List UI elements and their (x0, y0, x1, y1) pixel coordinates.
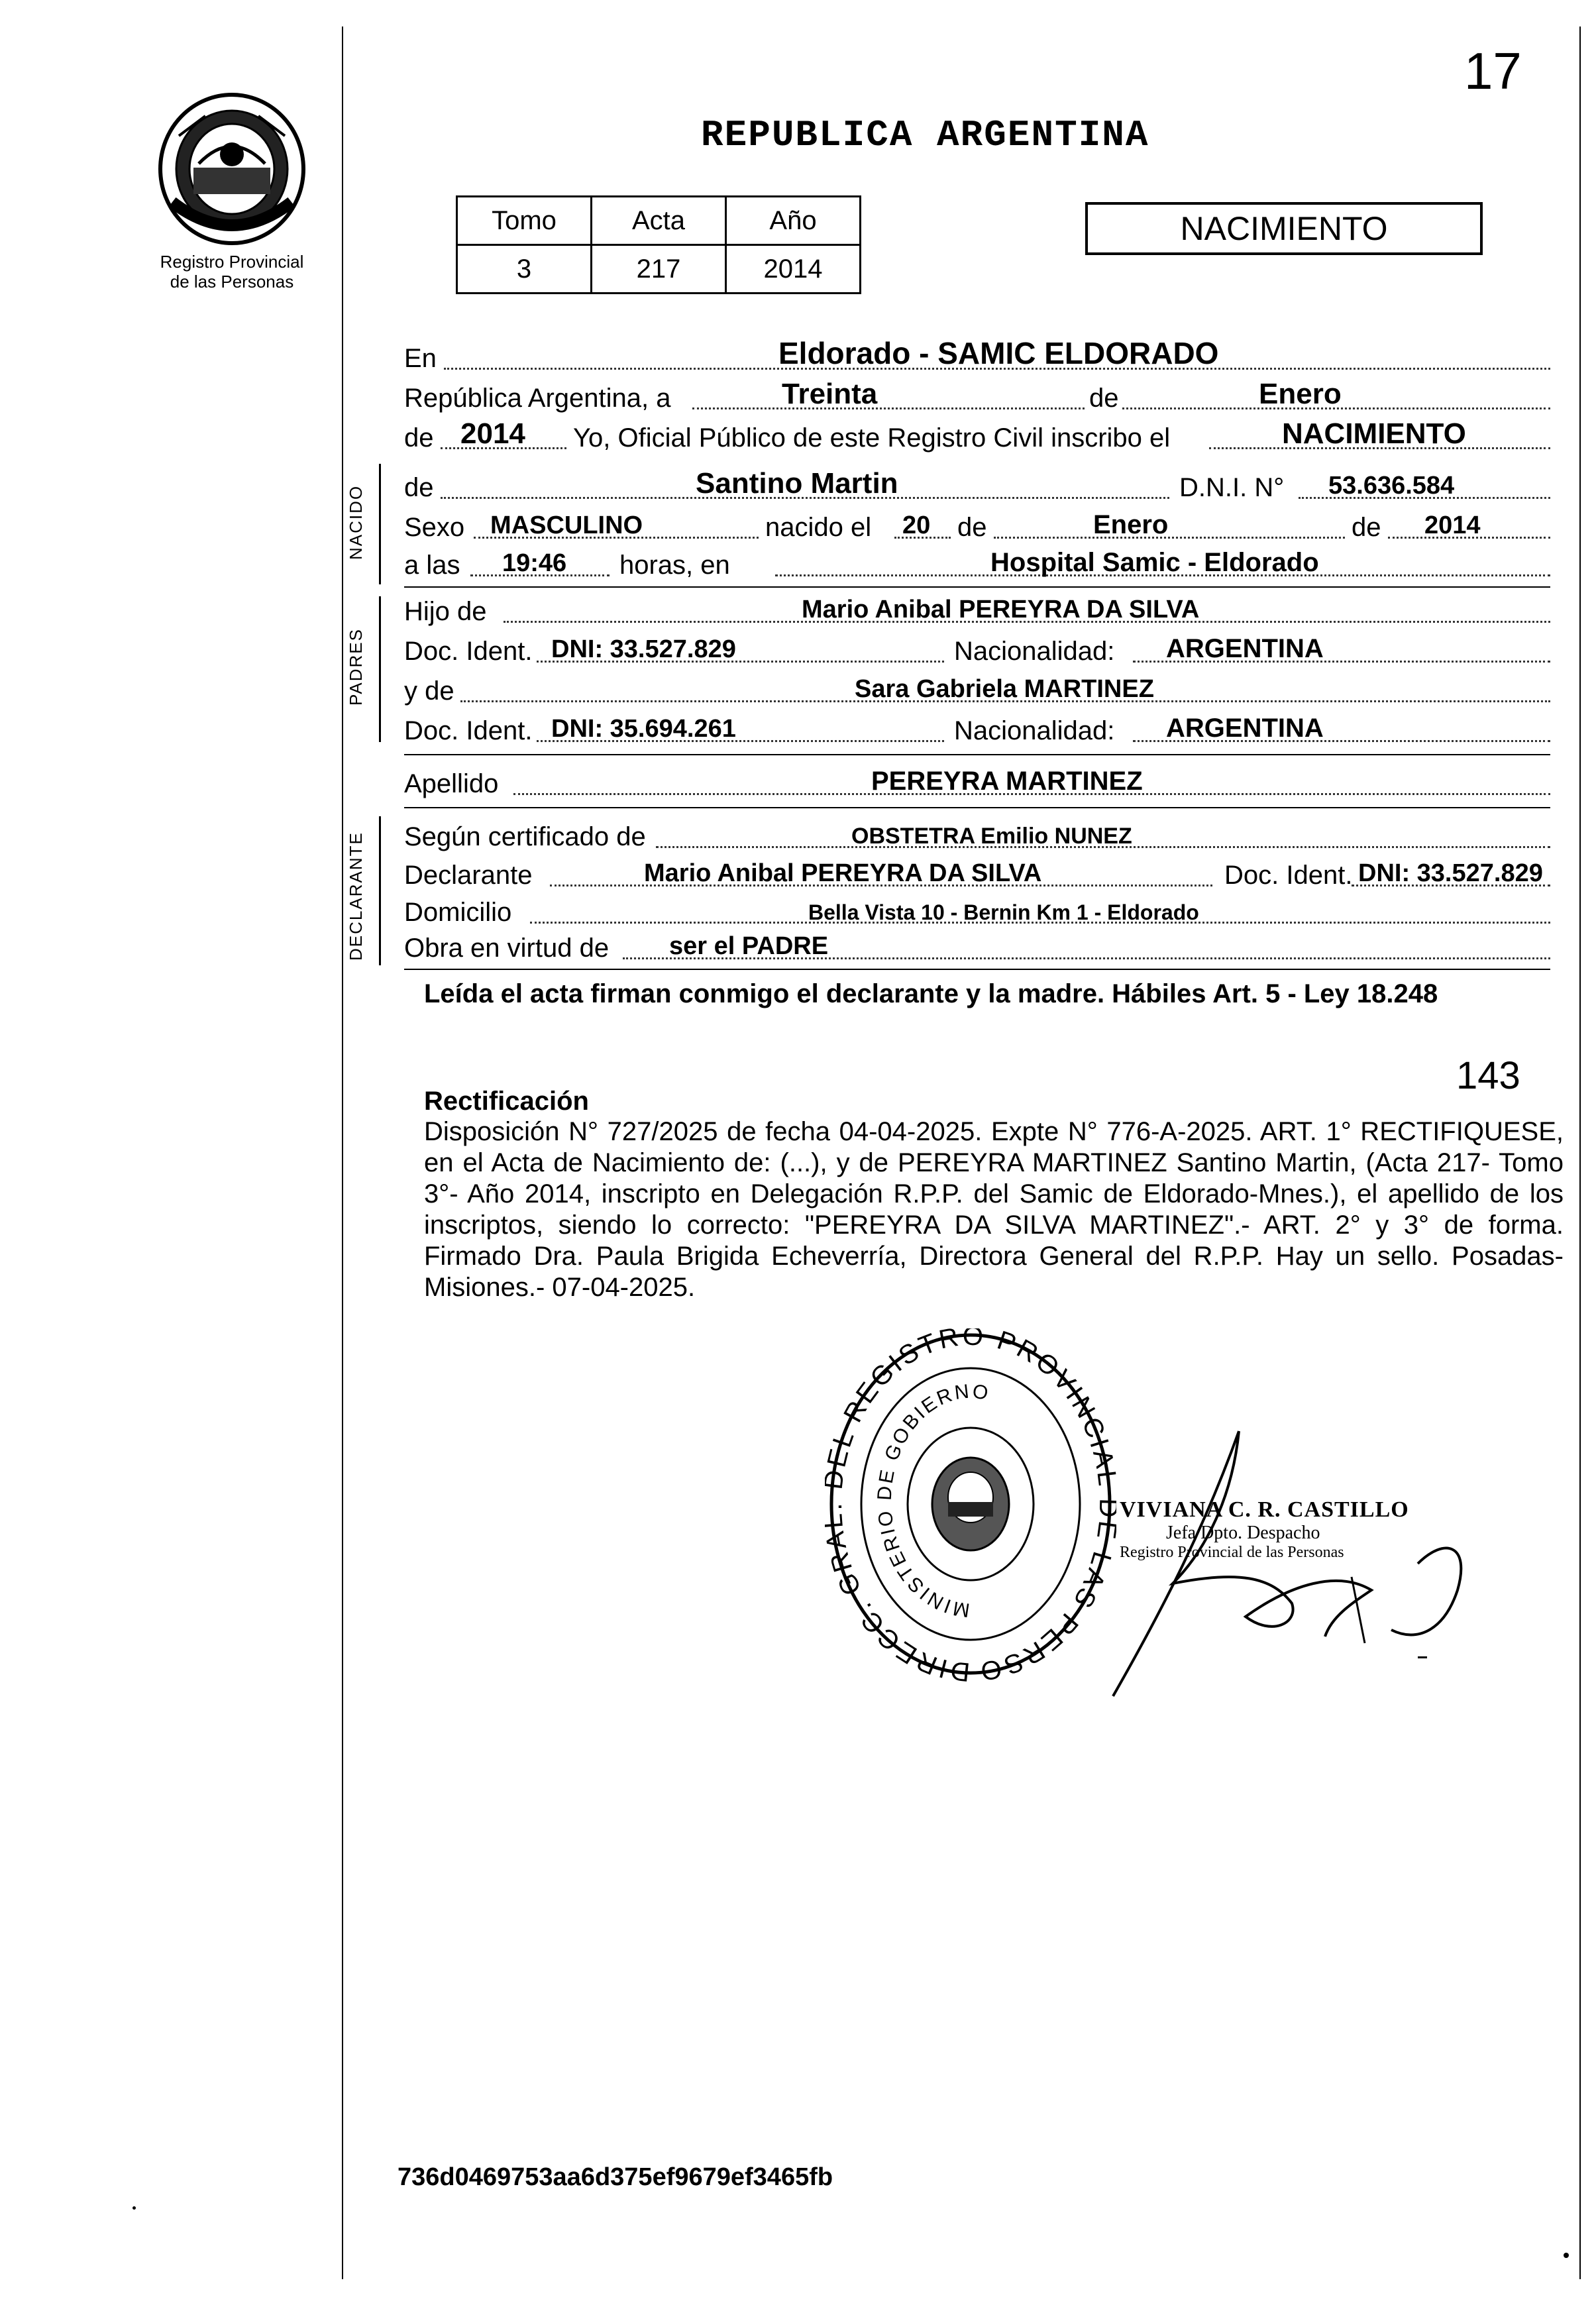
record-table-header: Tomo (457, 197, 592, 245)
label-segun-certificado: Según certificado de (404, 822, 646, 851)
row-segun-certificado (404, 816, 1550, 856)
label-nacionalidad: Nacionalidad: (954, 637, 1115, 666)
value-declarante: Mario Anibal PEREYRA DA SILVA (644, 859, 1042, 887)
section-bar-padres (379, 596, 381, 742)
value-apellido: PEREYRA MARTINEZ (871, 767, 1143, 796)
record-table-value-row (457, 245, 861, 294)
value-lugar-inscripcion: Eldorado - SAMIC ELDORADO (778, 336, 1219, 370)
record-type-box: NACIMIENTO (1085, 202, 1483, 255)
section-bar-nacido (379, 464, 381, 584)
stamp-inner-text: MINISTERIO DE GOBIERNO (873, 1380, 992, 1621)
value-padre: Mario Anibal PEREYRA DA SILVA (802, 596, 1200, 623)
label-de: de (1352, 513, 1381, 542)
section-bar-declarante (379, 816, 381, 965)
record-table-cell: 217 (592, 245, 726, 294)
value-certificado: OBSTETRA Emilio NUNEZ (851, 824, 1132, 849)
value-nombre-nacido: Santino Martin (696, 467, 898, 500)
label-de: de (404, 423, 434, 453)
provincial-seal (152, 89, 311, 248)
record-table-cell: 3 (457, 245, 592, 294)
value-dia: Treinta (782, 378, 878, 410)
label-yo: Yo, Oficial Público de este Registro Civil inscribo el (573, 423, 1171, 453)
label-nacionalidad: Nacionalidad: (954, 716, 1115, 745)
label-en: En (404, 344, 437, 373)
value-anio-nacimiento: 2014 (1424, 511, 1481, 539)
signer-name: VIVIANA C. R. CASTILLO (1120, 1497, 1409, 1522)
label-de: de (1087, 384, 1122, 413)
dotted-leader (994, 537, 1345, 539)
label-apellido: Apellido (404, 769, 499, 798)
row-republica (404, 378, 1550, 417)
official-stamp-icon (825, 1328, 1116, 1686)
label-horas-en: horas, en (619, 551, 730, 580)
row-nacido-sexo (404, 507, 1550, 547)
label-dni: D.N.I. N° (1179, 473, 1285, 502)
value-padre-doc: DNI: 33.527.829 (551, 635, 736, 663)
official-stamp (825, 1328, 1116, 1686)
row-declarante (404, 855, 1550, 894)
section-divider (404, 754, 1550, 755)
label-sexo: Sexo (404, 513, 465, 542)
value-madre-nacionalidad: ARGENTINA (1166, 714, 1324, 743)
stamp-ring-text: DIRECC. GR EL REGISTRO PROVINCI LAS PERSO (825, 1328, 1116, 1686)
rectificacion-number: 143 (1456, 1054, 1520, 1097)
row-apellido (404, 763, 1550, 803)
label-doc-ident: Doc. Ident. (404, 716, 533, 745)
closing-statement: Leída el acta firman conmigo el declarante y la madre. Hábiles Art. 5 - Ley 18.248 (424, 979, 1438, 1008)
value-madre-doc: DNI: 35.694.261 (551, 715, 736, 743)
section-divider (404, 807, 1550, 808)
row-y-de (404, 671, 1550, 710)
signer-org: Registro Provincial de las Personas (1120, 1544, 1344, 1561)
label-doc-ident: Doc. Ident. (1224, 861, 1353, 890)
row-anio (404, 417, 1550, 457)
row-nacido-hora (404, 545, 1550, 584)
record-table-header-row (457, 197, 861, 245)
document-hash: 736d0469753aa6d375ef9679ef3465fb (398, 2163, 833, 2191)
row-padre-doc (404, 631, 1550, 671)
label-hijo-de: Hijo de (404, 597, 487, 626)
row-nacido-nombre (404, 467, 1550, 507)
label-nacido-el: nacido el (765, 513, 872, 542)
value-mes: Enero (1259, 378, 1342, 410)
section-label-declarante: DECLARANTE (346, 832, 366, 961)
seal-caption (126, 252, 338, 292)
value-hora: 19:46 (502, 549, 567, 577)
record-table-header: Año (726, 197, 861, 245)
country-title: REPUBLICA ARGENTINA (701, 114, 1149, 156)
label-declarante: Declarante (404, 861, 533, 890)
row-madre-doc (404, 710, 1550, 750)
seal-caption-line1: Registro Provincial (160, 252, 304, 272)
left-margin-line (342, 27, 343, 2279)
page-number: 17 (1464, 42, 1522, 100)
record-table-header: Acta (592, 197, 726, 245)
row-en (404, 338, 1550, 378)
signature-scribble (1073, 1418, 1484, 1723)
label-de: de (957, 513, 987, 542)
value-anio: 2014 (460, 417, 525, 450)
value-dia-nacimiento: 20 (902, 511, 931, 539)
row-obra-en-virtud (404, 928, 1550, 967)
value-madre: Sara Gabriela MARTINEZ (855, 675, 1154, 703)
scan-speck (1564, 2253, 1569, 2258)
record-table-cell: 2014 (726, 245, 861, 294)
value-dni-nacido: 53.636.584 (1328, 472, 1455, 500)
value-lugar-nacimiento: Hospital Samic - Eldorado (990, 548, 1319, 577)
label-doc-ident: Doc. Ident. (404, 637, 533, 666)
value-mes-nacimiento: Enero (1093, 510, 1169, 539)
label-a-las: a las (404, 551, 460, 580)
seal-caption-line2: de las Personas (170, 272, 294, 292)
label-y-de: y de (404, 676, 454, 706)
section-divider (404, 969, 1550, 970)
value-declarante-doc: DNI: 33.527.829 (1358, 859, 1543, 887)
right-margin-line (1579, 27, 1581, 2279)
record-table (456, 195, 861, 294)
rectificacion-title: Rectificación (424, 1087, 589, 1116)
section-label-padres: PADRES (346, 628, 366, 706)
section-divider (404, 586, 1550, 588)
label-republica: República Argentina, a (404, 384, 671, 413)
provincial-seal-icon (152, 89, 311, 248)
value-domicilio: Bella Vista 10 - Bernin Km 1 - Eldorado (808, 900, 1199, 924)
value-sexo: MASCULINO (490, 511, 643, 539)
scan-speck (133, 2206, 136, 2210)
label-domicilio: Domicilio (404, 898, 512, 927)
signature-stamp-text (1120, 1497, 1464, 1562)
row-domicilio (404, 892, 1550, 932)
section-label-nacido: NACIDO (346, 484, 366, 560)
rectificacion-body: Disposición N° 727/2025 de fecha 04-04-2025. Expte N° 776-A-2025. ART. 1° RECTIFIQUESE, en el Acta de Nacimiento de: (...), y de PEREYRA MARTINEZ Santino Martin, (Acta 217- Tomo 3°- Año 2014, inscripto en Delegación R.P.P. del Samic de Eldorado-Mnes.), el apellido de los inscriptos, siendo lo correcto: "PEREYRA DA SILVA MARTINEZ".- ART. 2° y 3° de forma. Firmado Dra. Paula Brigida Echeverría, Directora General del R.P.P. Hay un sello. Posadas- Misiones.- 07-04-2025. (424, 1117, 1564, 1302)
value-inscribo: NACIMIENTO (1282, 417, 1466, 450)
signature-icon (1073, 1418, 1484, 1723)
label-obra-en-virtud: Obra en virtud de (404, 934, 610, 963)
scan-speck (1418, 1656, 1427, 1658)
row-hijo-de (404, 591, 1550, 631)
label-de: de (404, 473, 434, 502)
value-obra-en-virtud: ser el PADRE (669, 932, 829, 960)
signer-role: Jefa Dpto. Despacho (1166, 1523, 1320, 1543)
value-padre-nacionalidad: ARGENTINA (1166, 634, 1324, 663)
